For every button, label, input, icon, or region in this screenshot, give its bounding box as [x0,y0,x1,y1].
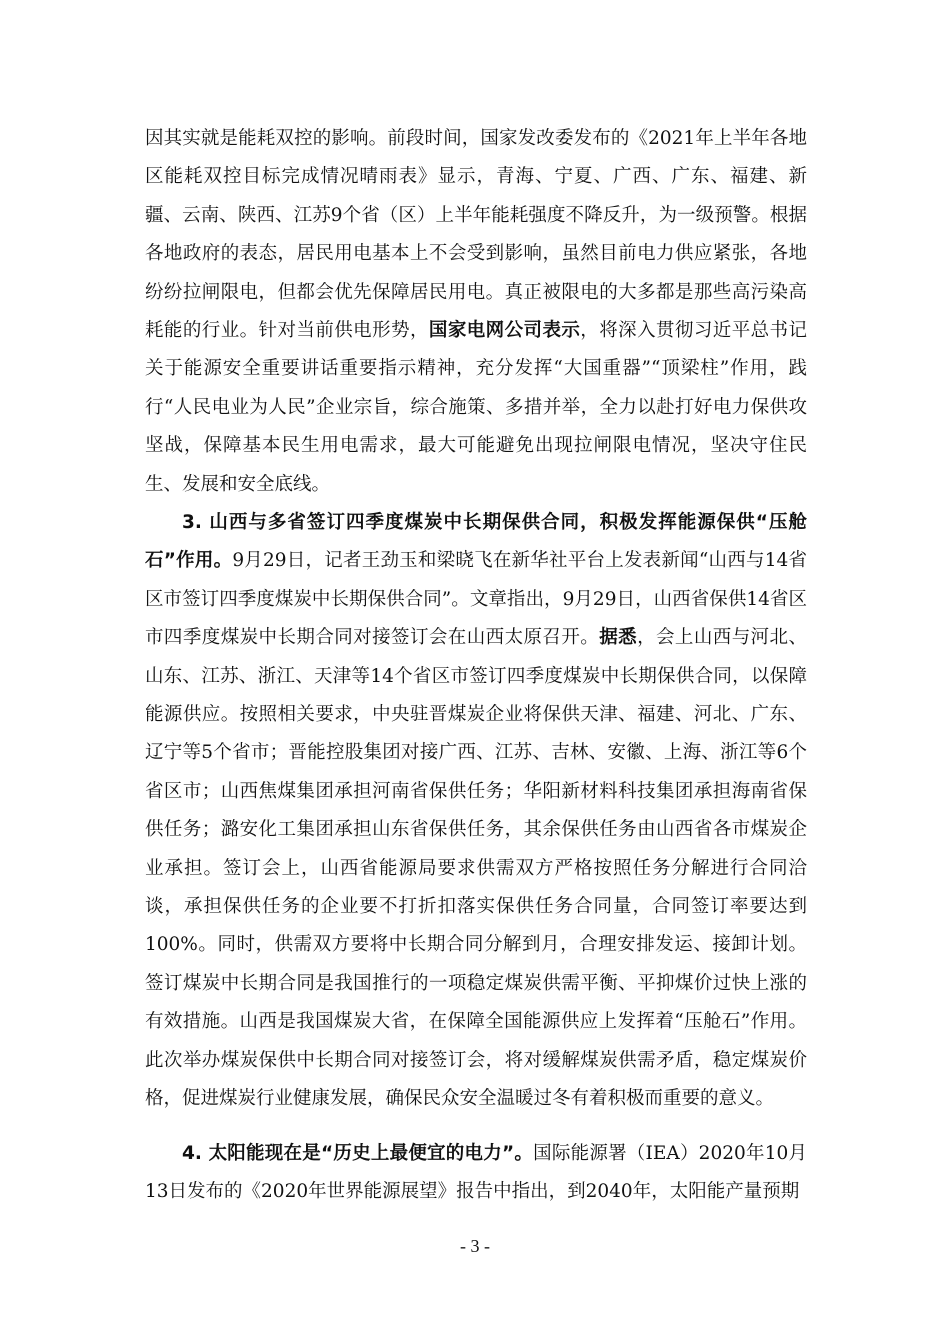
state-grid-statement-highlight: 国家电网公司表示 [428,320,581,342]
section-heading-3: 3. 山西与多省签订四季度煤炭中长期保供合同，积极发挥能源保供“压舱石”作用。 [145,512,807,572]
paragraph-solar-body: 国际能源署（IEA）2020年10月13日发布的《2020年世界能源展望》报告中指出，到2040年，太阳能产量预期 [145,1143,807,1203]
paragraph-shanxi-coal-contracts [145,504,807,1119]
reportedly-highlight: 据悉 [599,627,638,649]
paragraph-body-part2: ，会上山西与河北、山东、江苏、浙江、天津等14个省区市签订四季度煤炭中长期保供合同，以保障能源供应。按照相关要求，中央驻晋煤炭企业将保供天津、福建、河北、广东、辽宁等5个省市；晋能控股集团对接广西、江苏、吉林、安徽、上海、浙江等6个省区市；山西焦煤集团承担河南省保供任务；华阳新材料科技集团承担海南省保供任务；潞安化工集团承担山东省保供任务，其余保供任务由山西省各市煤炭企业承担。签订会上，山西省能源局要求供需双方严格按照任务分解进行合同洽谈，承担保供任务的企业要不打折扣落实保供任务合同量，合同签订率要达到100%。同时，供需双方要将中长期合同分解到月，合理安排发运、接卸计划。签订煤炭中长期合同是我国推行的一项稳定煤炭供需平衡、平抑煤价过快上涨的有效措施。山西是我国煤炭大省，在保障全国能源供应上发挥着“压舱石”作用。此次举办煤炭保供中长期合同对接签订会，将对缓解煤炭供需矛盾，稳定煤炭价格，促进煤炭行业健康发展，确保民众安全温暖过冬有着积极而重要的意义。 [145,627,807,1110]
paragraph-body-part1: 9月29日，记者王劲玉和梁晓飞在新华社平台上发表新闻“山西与14省区市签订四季度煤炭中长期保供合同”。文章指出，9月29日，山西省保供14省区市四季度煤炭中长期合同对接签订会在山西太原召开。 [145,550,807,649]
page-number: - 3 - [460,1236,490,1256]
paragraph-rest-text: ，将深入贯彻习近平总书记关于能源安全重要讲话重要指示精神，充分发挥“大国重器”“顶梁柱”作用，践行“人民电业为人民”企业宗旨，综合施策、多措并举，全力以赴打好电力保供攻坚战，保障基本民生用电需求，最大可能避免出现拉闸限电情况，坚决守住民生、发展和安全底线。 [145,320,807,495]
section-heading-4: 4. 太阳能现在是“历史上最便宜的电力”。 [182,1143,534,1164]
paragraph-intro-text: 因其实就是能耗双控的影响。前段时间，国家发改委发布的《2021年上半年各地区能耗双控目标完成情况晴雨表》显示，青海、宁夏、广西、广东、福建、新疆、云南、陕西、江苏9个省（区）上半年能耗强度不降反升，为一级预警。根据各地政府的表态，居民用电基本上不会受到影响，虽然目前电力供应紧张，各地纷纷拉闸限电，但都会优先保障居民用电。真正被限电的大多都是那些高污染高耗能的行业。针对当前供电形势， [145,128,807,342]
paragraph-solar-power [145,1135,807,1212]
paragraph-energy-control [145,120,807,504]
